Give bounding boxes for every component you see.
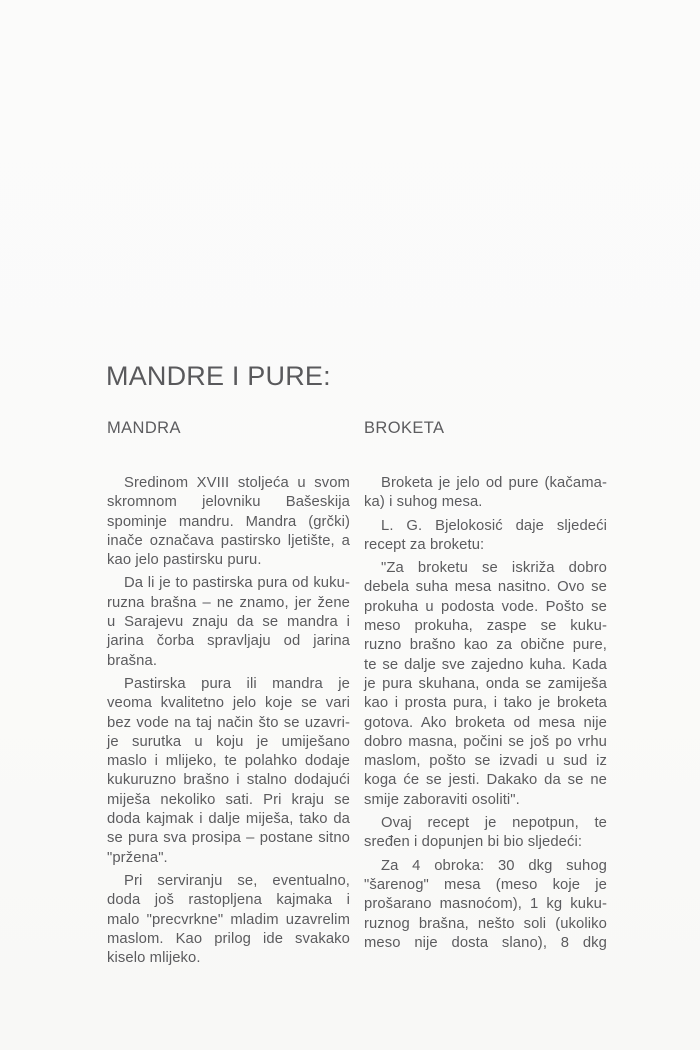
- text-line: ruznog brašna, nešto soli (ukoliko: [364, 915, 607, 932]
- text-line: kukuruzno brašno i stalno dodajući: [107, 772, 350, 789]
- text-line: ka) i suhog mesa.: [364, 494, 483, 511]
- text-line: Pastirska pura ili mandra je: [124, 675, 350, 692]
- text-line: Ovaj recept je nepotpun, te: [381, 815, 607, 832]
- text-line: malo "precvrkne" mladim uzavrelim: [107, 911, 350, 928]
- text-line: veoma kvalitetno jelo koje se vari: [107, 695, 350, 712]
- paragraph: [107, 574, 350, 670]
- paragraph: [364, 857, 607, 953]
- text-line: se pura sva prosipa – postane sitno: [107, 830, 350, 847]
- text-line: spominje mandru. Mandra (grčki): [107, 513, 350, 530]
- paragraph: [364, 559, 607, 810]
- text-line: skromnom jelovniku Bašeskija: [107, 494, 350, 511]
- text-line: Sredinom XVIII stoljeća u svom: [124, 475, 350, 491]
- text-line: Da li je to pastirska pura od kuku-: [124, 575, 350, 592]
- text-line: maslom. Kao prilog ide svakako: [107, 930, 350, 947]
- column-broketa: [364, 418, 607, 957]
- text-line: ruzna brašna – ne znamo, jer žene: [107, 594, 350, 611]
- text-line: kao jelo pastirsku puru.: [107, 552, 262, 569]
- text-line: prokuha u podosta vode. Pošto se: [364, 598, 607, 615]
- text-line: Pri serviranju se, eventualno,: [124, 872, 350, 889]
- text-line: L. G. Bjelokosić daje sljedeći: [381, 517, 607, 534]
- text-line: koga će se jesti. Dakako da se ne: [364, 772, 607, 789]
- text-line: recept za broketu:: [364, 536, 485, 553]
- text-line: dobro masna, počini se još po vrhu: [364, 733, 607, 750]
- text-line: meso nije dosta slano), 8 dkg: [364, 934, 607, 951]
- text-line: jarina čorba spravljaju od jarina: [107, 633, 350, 650]
- text-line: sređen i dopunjen bi bio sljedeći:: [364, 834, 583, 851]
- text-line: kiselo mlijeko.: [107, 950, 201, 967]
- page-title: MANDRE I PURE:: [106, 361, 331, 391]
- paragraph: [364, 517, 607, 556]
- text-line: debela suha mesa nasitno. Ovo se: [364, 579, 607, 596]
- column-body: [364, 474, 607, 953]
- text-line: miješa nekoliko sati. Pri kraju se: [107, 791, 350, 808]
- text-line: u Sarajevu znaju da se mandra i: [107, 614, 350, 631]
- text-line: doda još rastopljena kajmaka i: [107, 892, 350, 909]
- text-line: brašna.: [107, 652, 158, 669]
- text-line: maslom, pošto se izvadi u sud iz: [364, 753, 607, 770]
- text-line: "pržena".: [107, 849, 168, 866]
- column-header-mandra: MANDRA: [107, 419, 181, 437]
- text-line: maslo i mlijeko, te polahko dodaje: [107, 753, 350, 770]
- paragraph: [107, 675, 350, 868]
- text-line: "šarenog" mesa (meso koje je: [364, 876, 607, 893]
- column-body: [107, 474, 350, 968]
- text-line: doda kajmak i dalje miješa, tako da: [107, 811, 350, 828]
- paragraph: [107, 872, 350, 968]
- text-line: ruzno brašno kao za obične pure,: [364, 637, 607, 654]
- text-line: Za 4 obroka: 30 dkg suhog: [381, 857, 607, 874]
- text-line: prošarano masnoćom), 1 kg kuku-: [364, 896, 607, 913]
- paragraph: [364, 474, 607, 513]
- text-line: te se dalje sve zajedno kuha. Kada: [364, 656, 607, 673]
- text-line: meso prokuha, zaspe se kuku-: [364, 618, 607, 635]
- text-line: bez vode na taj način što se uzavri-: [107, 714, 350, 731]
- text-line: "Za broketu se iskriža dobro: [381, 560, 607, 577]
- paragraph: [107, 474, 350, 570]
- text-line: Broketa je jelo od pure (kačama-: [381, 475, 607, 491]
- text-line: je pura skuhana, onda se zamiješa: [364, 675, 607, 692]
- column-header-broketa: BROKETA: [364, 419, 445, 437]
- text-line: kao i prosta pura, i tako je broketa: [364, 695, 607, 712]
- column-mandra: [107, 418, 350, 972]
- text-line: je surutka u koju je umiješano: [107, 733, 350, 750]
- text-line: gotova. Ako broketa od mesa nije: [364, 714, 607, 731]
- text-line: smije zaboraviti osoliti".: [364, 791, 520, 808]
- paragraph: [364, 814, 607, 853]
- text-line: inače označava pastirsko ljetište, a: [107, 532, 350, 549]
